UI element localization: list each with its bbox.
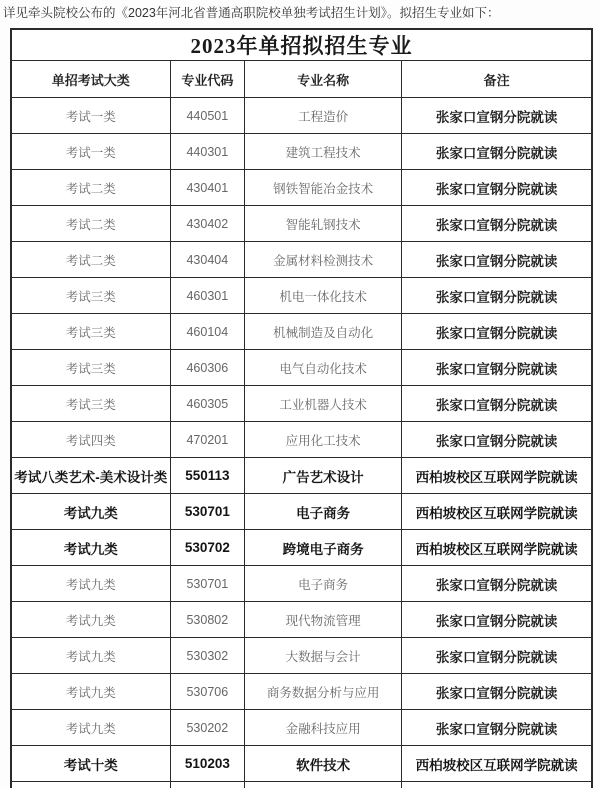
cell-empty xyxy=(245,782,402,788)
cell-code: 440301 xyxy=(170,134,245,170)
cell-empty xyxy=(402,782,592,788)
cell-note: 张家口宣钢分院就读 xyxy=(402,242,592,278)
cell-note: 张家口宣钢分院就读 xyxy=(402,422,592,458)
cell-major: 电子商务 xyxy=(245,566,402,602)
table-row xyxy=(11,278,592,314)
table-row xyxy=(11,494,592,530)
cell-category: 考试九类 xyxy=(11,638,170,674)
cell-code: 550113 xyxy=(170,458,245,494)
cell-code: 530701 xyxy=(170,494,245,530)
cell-code: 530802 xyxy=(170,602,245,638)
cell-note: 张家口宣钢分院就读 xyxy=(402,206,592,242)
cell-category: 考试一类 xyxy=(11,134,170,170)
cell-code: 460104 xyxy=(170,314,245,350)
cell-note: 张家口宣钢分院就读 xyxy=(402,386,592,422)
cell-category: 考试一类 xyxy=(11,98,170,134)
cell-category: 考试四类 xyxy=(11,422,170,458)
table-row xyxy=(11,350,592,386)
cell-major: 机械制造及自动化 xyxy=(245,314,402,350)
cell-major: 商务数据分析与应用 xyxy=(245,674,402,710)
cell-category: 考试九类 xyxy=(11,602,170,638)
cell-code: 530202 xyxy=(170,710,245,746)
table-row xyxy=(11,422,592,458)
cell-category: 考试九类 xyxy=(11,566,170,602)
cell-note: 张家口宣钢分院就读 xyxy=(402,710,592,746)
cell-code: 530702 xyxy=(170,530,245,566)
cell-code: 460305 xyxy=(170,386,245,422)
table-row xyxy=(11,386,592,422)
cell-code: 470201 xyxy=(170,422,245,458)
cell-note: 张家口宣钢分院就读 xyxy=(402,638,592,674)
table-row xyxy=(11,458,592,494)
cell-code: 440501 xyxy=(170,98,245,134)
table-row xyxy=(11,134,592,170)
majors-table xyxy=(10,28,593,788)
column-header-category: 单招考试大类 xyxy=(11,61,170,98)
cell-major: 金融科技应用 xyxy=(245,710,402,746)
cell-empty xyxy=(11,782,170,788)
cell-major: 跨境电子商务 xyxy=(245,530,402,566)
cell-major: 电子商务 xyxy=(245,494,402,530)
cell-major: 电气自动化技术 xyxy=(245,350,402,386)
cell-category: 考试十类 xyxy=(11,746,170,782)
cell-note: 张家口宣钢分院就读 xyxy=(402,674,592,710)
table-row xyxy=(11,98,592,134)
cell-major: 软件技术 xyxy=(245,746,402,782)
intro-text: 详见牵头院校公布的《2023年河北省普通高职院校单独考试招生计划》。拟招生专业如下： xyxy=(3,6,500,20)
table-title-row xyxy=(11,29,592,61)
cell-major: 智能轧钢技术 xyxy=(245,206,402,242)
table-body xyxy=(11,29,592,788)
table-row xyxy=(11,602,592,638)
cell-category: 考试三类 xyxy=(11,314,170,350)
cell-note: 张家口宣钢分院就读 xyxy=(402,170,592,206)
cell-major: 金属材料检测技术 xyxy=(245,242,402,278)
table-row xyxy=(11,314,592,350)
cell-major: 机电一体化技术 xyxy=(245,278,402,314)
cell-code: 430404 xyxy=(170,242,245,278)
table-row xyxy=(11,674,592,710)
cell-code: 430402 xyxy=(170,206,245,242)
cell-category: 考试九类 xyxy=(11,530,170,566)
cell-empty xyxy=(170,782,245,788)
cell-major: 广告艺术设计 xyxy=(245,458,402,494)
cell-category: 考试二类 xyxy=(11,170,170,206)
cell-note: 张家口宣钢分院就读 xyxy=(402,350,592,386)
table-header-row xyxy=(11,61,592,98)
cell-category: 考试三类 xyxy=(11,386,170,422)
cell-major: 工业机器人技术 xyxy=(245,386,402,422)
cell-note: 西柏坡校区互联网学院就读 xyxy=(402,458,592,494)
table-row xyxy=(11,530,592,566)
table-row xyxy=(11,566,592,602)
cell-note: 张家口宣钢分院就读 xyxy=(402,566,592,602)
column-header-code: 专业代码 xyxy=(170,61,245,98)
cell-note: 西柏坡校区互联网学院就读 xyxy=(402,494,592,530)
cell-category: 考试三类 xyxy=(11,278,170,314)
cell-code: 530701 xyxy=(170,566,245,602)
cell-category: 考试九类 xyxy=(11,710,170,746)
cell-major: 大数据与会计 xyxy=(245,638,402,674)
cell-category: 考试八类艺术-美术设计类 xyxy=(11,458,170,494)
table-row xyxy=(11,170,592,206)
table-row xyxy=(11,206,592,242)
cell-category: 考试二类 xyxy=(11,206,170,242)
table-row xyxy=(11,242,592,278)
cell-code: 460301 xyxy=(170,278,245,314)
cell-major: 现代物流管理 xyxy=(245,602,402,638)
cell-note: 西柏坡校区互联网学院就读 xyxy=(402,746,592,782)
cell-note: 张家口宣钢分院就读 xyxy=(402,602,592,638)
cell-category: 考试九类 xyxy=(11,494,170,530)
cell-code: 530706 xyxy=(170,674,245,710)
cell-major: 工程造价 xyxy=(245,98,402,134)
column-header-major: 专业名称 xyxy=(245,61,402,98)
column-header-note: 备注 xyxy=(402,61,592,98)
cell-note: 张家口宣钢分院就读 xyxy=(402,278,592,314)
table-row xyxy=(11,638,592,674)
cell-major: 应用化工技术 xyxy=(245,422,402,458)
cell-note: 张家口宣钢分院就读 xyxy=(402,134,592,170)
table-row xyxy=(11,710,592,746)
cell-major: 建筑工程技术 xyxy=(245,134,402,170)
cell-category: 考试二类 xyxy=(11,242,170,278)
cell-code: 510203 xyxy=(170,746,245,782)
cell-code: 530302 xyxy=(170,638,245,674)
table-row xyxy=(11,746,592,782)
cell-code: 430401 xyxy=(170,170,245,206)
table-row-partial xyxy=(11,782,592,788)
cell-category: 考试九类 xyxy=(11,674,170,710)
cell-code: 460306 xyxy=(170,350,245,386)
cell-note: 西柏坡校区互联网学院就读 xyxy=(402,530,592,566)
cell-note: 张家口宣钢分院就读 xyxy=(402,314,592,350)
cell-note: 张家口宣钢分院就读 xyxy=(402,98,592,134)
cell-major: 钢铁智能冶金技术 xyxy=(245,170,402,206)
cell-category: 考试三类 xyxy=(11,350,170,386)
table-title: 2023年单招拟招生专业 xyxy=(11,29,592,61)
